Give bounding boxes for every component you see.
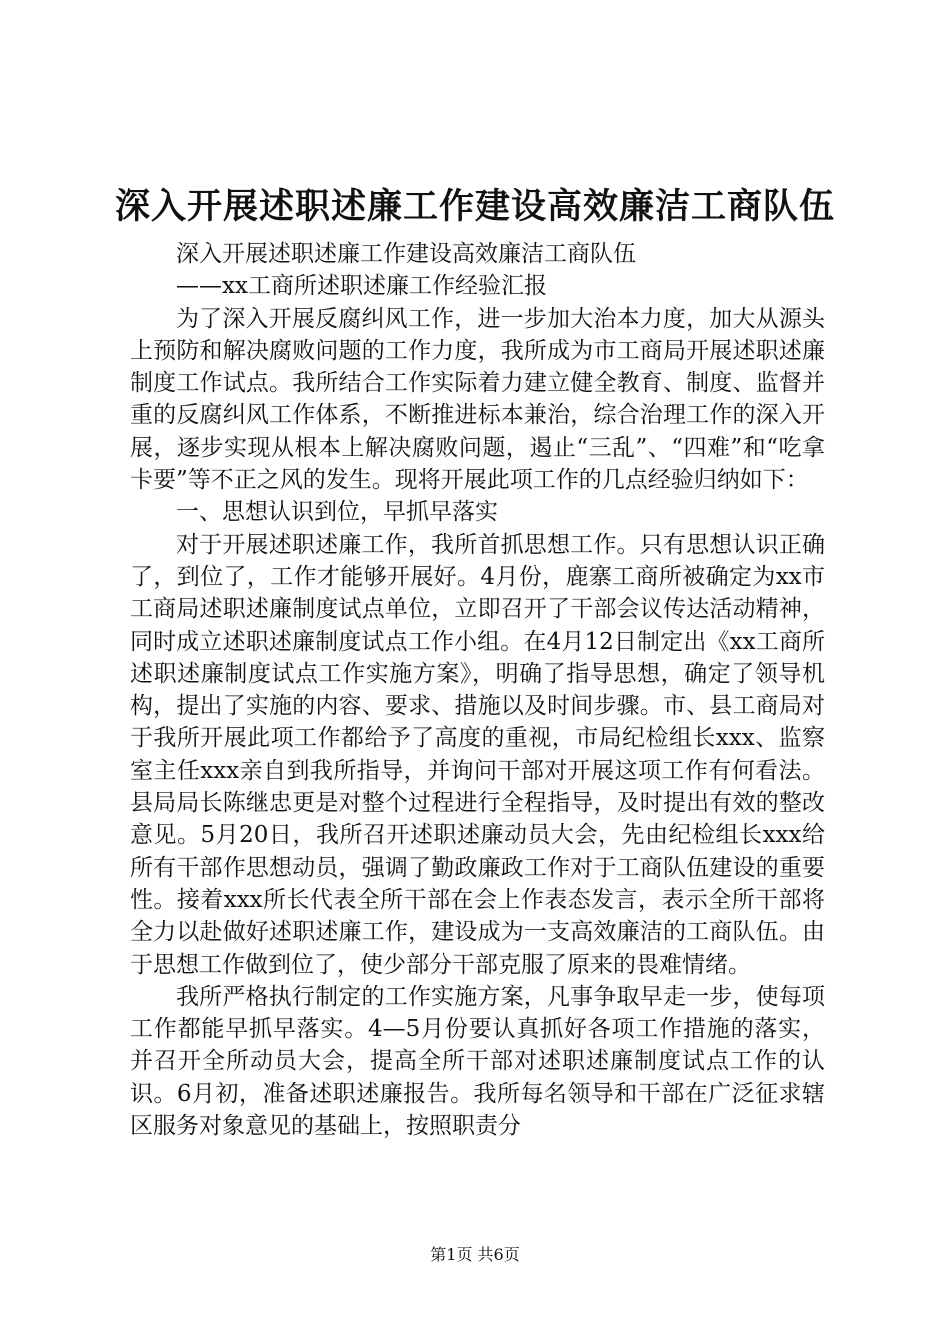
subtitle-line: 深入开展述职述廉工作建设高效廉洁工商队伍 (176, 241, 636, 267)
section-heading-1: 一、思想认识到位，早抓早落实 (176, 499, 498, 526)
body-paragraph: 对于开展述职述廉工作，我所首抓思想工作。只有思想认识正确了，到位了，工作才能够开展好。4月份，鹿寨工商所被确定为xx市工商局述职述廉制度试点单位，立即召开了干部会议传达活动精神，同时成立述职述廉制度试点工作小组。在4月12日制定出《xx工商所述职述廉制度试点工作实施方案》，明确了指导思想，确定了领导机构，提出了实施的内容、要求、措施以及时间步骤。市、县工商局对于我所开展此项工作都给予了高度的重视，市局纪检组长xxx、监察室主任xxx亲自到我所指导，并询问干部对开展这项工作有何看法。县局局长陈继忠更是对整个过程进行全程指导，及时提出有效的整改意见。5月20日，我所召开述职述廉动员大会，先由纪检组长xxx给所有干部作思想动员，强调了勤政廉政工作对于工商队伍建设的重要性。接着xxx所长代表全所干部在会上作表态发言，表示全所干部将全力以赴做好述职述廉工作，建设成为一支高效廉洁的工商队伍。由于思想工作做到位了，使少部分干部克服了原来的畏难情绪。 (130, 531, 825, 978)
subtitle-report-line: ——xx工商所述职述廉工作经验汇报 (176, 273, 547, 300)
intro-paragraph: 为了深入开展反腐纠风工作，进一步加大治本力度，加大从源头上预防和解决腐败问题的工作力度，我所成为市工商局开展述职述廉制度工作试点。我所结合工作实际着力建立健全教育、制度、监督并重的反腐纠风工作体系，不断推进标本兼治，综合治理工作的深入开展，逐步实现从根本上解决腐败问题，遏止“三乱”、“四难”和“吃拿卡要”等不正之风的发生。现将开展此项工作的几点经验归纳如下： (130, 305, 825, 494)
page-number: 第1页 共6页 (430, 1245, 520, 1264)
body-paragraph: 我所严格执行制定的工作实施方案，凡事争取早走一步，使每项工作都能早抓早落实。4—5月份要认真抓好各项工作措施的落实，并召开全所动员大会，提高全所干部对述职述廉制度试点工作的认识。6月初，准备述职述廉报告。我所每名领导和干部在广泛征求辖区服务对象意见的基础上，按照职责分 (130, 983, 825, 1140)
document-body (130, 238, 825, 1142)
document-title: 深入开展述职述廉工作建设高效廉洁工商队伍 (114, 187, 835, 227)
